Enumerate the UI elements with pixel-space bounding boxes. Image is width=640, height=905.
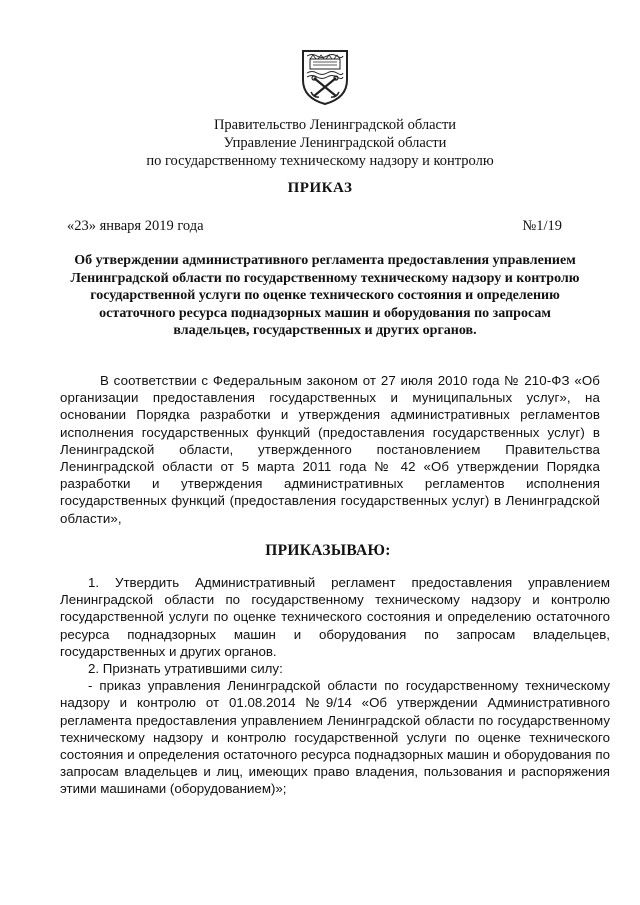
document-title: Об утверждении административного регламента предоставления управлением Ленинградской области по государственному техническому надзору и контролю государственной услуги по оценке технического состояния и определению остаточного ресурса поднадзорных машин и оборудования по запросам владельцев, государственных и других органов.: [70, 253, 580, 338]
coat-of-arms-icon: [300, 48, 350, 106]
order-item-2-sub-1: - приказ управления Ленинградской области по государственному техническому надзору и контролю от 01.08.2014 №9/14 «Об утверждении Административного регламента предоставления управлением Ленинградской области по государственному техническому надзору и контролю государственной услуги по оценке технического состояния и определения остаточного ресурса поднадзорных машин и оборудования по запросам владельцев и лиц, имеющих право владения, пользования и распоряжения этими машинами (оборудованием)»;: [60, 678, 610, 797]
order-item-1: 1. Утвердить Административный регламент предоставления управлением Ленинградской области по государственному техническому надзору и контролю государственной услуги по оценке технического состояния и определению остаточного ресурса поднадзорных машин и оборудования по запросам владельцев, государственных и других органов.: [60, 575, 610, 659]
document-number: №1/19: [522, 218, 562, 234]
issuer-line-2: Управление Ленинградской области: [223, 135, 447, 151]
order-items: [60, 574, 610, 798]
issuer-line-3: по государственному техническому надзору и контролю: [146, 153, 494, 169]
order-item-2: 2. Признать утратившими силу:: [88, 661, 283, 677]
orders-heading: ПРИКАЗЫВАЮ:: [265, 542, 391, 559]
preamble-paragraph: В соответствии с Федеральным законом от 27 июля 2010 года № 210-ФЗ «Об организации предоставления государственных и муниципальных услуг», на основании Порядка разработки и утверждения административных регламентов исполнения государственных функций (предоставления государственных услуг) в Ленинградской области, утвержденного постановлением Правительства Ленинградской области от 5 марта 2011 года № 42 «Об утверждении Порядка разработки и утверждения административных регламентов исполнения государственных функций (предоставления государственных услуг) в Ленинградской области»,: [60, 373, 600, 526]
document-date: «23» января 2019 года: [67, 218, 204, 234]
issuer-line-1: Правительство Ленинградской области: [213, 117, 457, 133]
document-type: ПРИКАЗ: [287, 180, 353, 196]
